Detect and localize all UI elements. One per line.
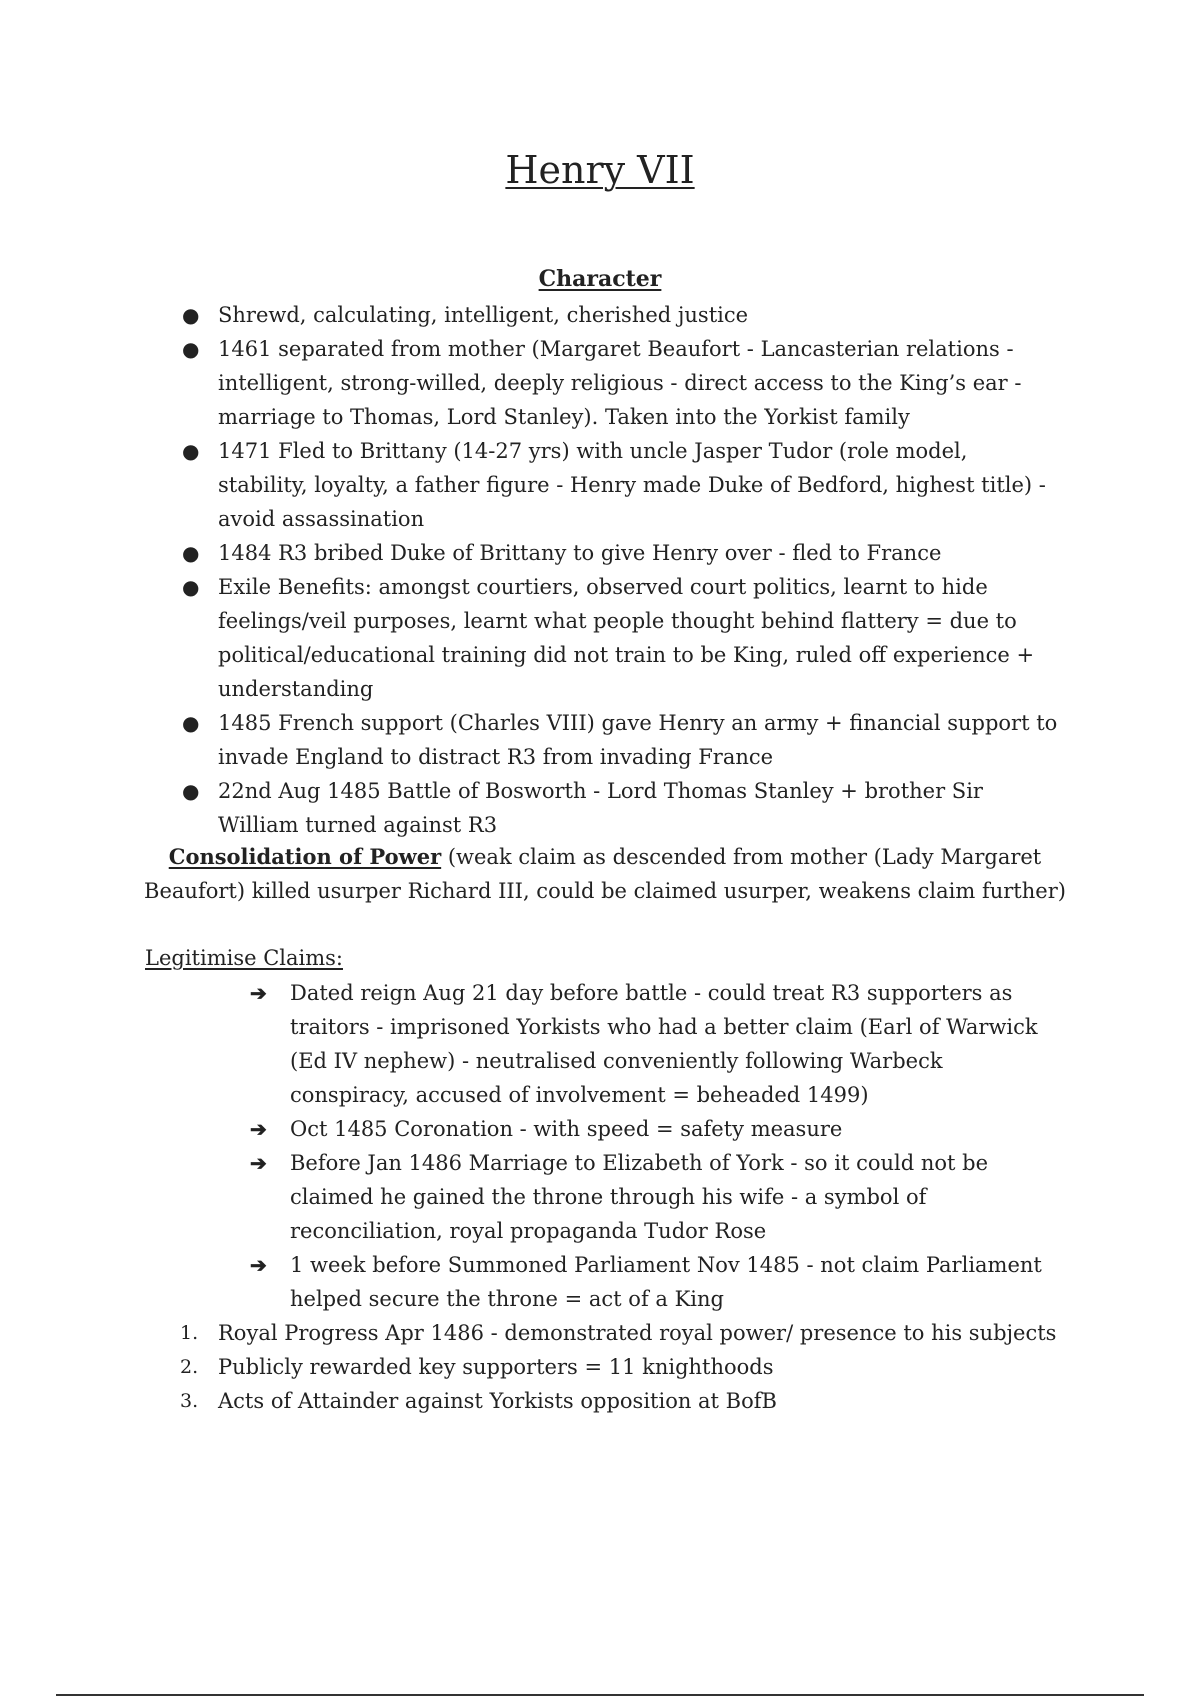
arrow-item-text: 1 week before Summoned Parliament Nov 1485 - not claim Parliament helped secure the throne = act of a King [290, 1253, 1042, 1311]
arrow-item-text: Dated reign Aug 21 day before battle - could treat R3 supporters as traitors - imprisoned Yorkists who had a better claim (Earl of Warwick (Ed IV nephew) - neutralised conveniently following Warbeck conspiracy, accused of involvement = beheaded 1499) [290, 981, 1038, 1107]
bullet-text: Exile Benefits: amongst courtiers, observed court politics, learnt to hide feelings/veil purposes, learnt what people thought behind flattery = due to political/educational training did not train to be King, ruled off experience + understanding [218, 575, 1035, 701]
character-heading [0, 264, 1200, 294]
bullet-icon: ● [182, 711, 200, 735]
arrow-right-icon: ➔ [250, 1151, 267, 1175]
list-number: 3. [180, 1390, 199, 1412]
bullet-icon: ● [182, 303, 200, 327]
bullet-icon: ● [182, 337, 200, 361]
legitimise-claims-heading: Legitimise Claims: [145, 946, 343, 970]
bullet-icon: ● [182, 439, 200, 463]
bullet-text: 1485 French support (Charles VIII) gave Henry an army + financial support to invade England to distract R3 from invading France [218, 711, 1058, 769]
consolidation-heading: Consolidation of Power [168, 844, 442, 869]
page-title-text: Henry VII [505, 148, 695, 192]
list-item [180, 434, 1060, 536]
bullet-text: 22nd Aug 1485 Battle of Bosworth - Lord Thomas Stanley + brother Sir William turned against R3 [218, 779, 983, 837]
legitimise-arrow-list [250, 976, 1060, 1316]
list-item [180, 298, 1060, 332]
bullet-text: 1484 R3 bribed Duke of Brittany to give Henry over - fled to France [218, 541, 942, 565]
list-item [180, 774, 1060, 842]
bullet-text: 1471 Fled to Brittany (14-27 yrs) with uncle Jasper Tudor (role model, stability, loyalty, a father figure - Henry made Duke of Bedford, highest title) - avoid assassination [218, 439, 1046, 531]
list-item [250, 1112, 1060, 1146]
bullet-icon: ● [182, 575, 200, 599]
list-item [180, 706, 1060, 774]
list-item [180, 570, 1060, 706]
arrow-item-text: Before Jan 1486 Marriage to Elizabeth of York - so it could not be claimed he gained the throne through his wife - a symbol of reconciliation, royal propaganda Tudor Rose [290, 1151, 988, 1243]
bullet-text: Shrewd, calculating, intelligent, cherished justice [218, 303, 749, 327]
numbered-item-text: Acts of Attainder against Yorkists opposition at BofB [218, 1389, 777, 1413]
bullet-text: 1461 separated from mother (Margaret Beaufort - Lancasterian relations - intelligent, strong-willed, deeply religious - direct access to the King’s ear - marriage to Thomas, Lord Stanley). Taken into the Yorkist family [218, 337, 1022, 429]
character-bullet-list [180, 298, 1060, 842]
arrow-right-icon: ➔ [250, 981, 267, 1005]
character-heading-text: Character [538, 266, 662, 292]
list-item [180, 1316, 1060, 1350]
numbered-item-text: Royal Progress Apr 1486 - demonstrated royal power/ presence to his subjects [218, 1321, 1057, 1345]
arrow-right-icon: ➔ [250, 1117, 267, 1141]
list-item [180, 1384, 1060, 1418]
list-number: 2. [180, 1356, 199, 1378]
arrow-item-text: Oct 1485 Coronation - with speed = safety measure [290, 1117, 843, 1141]
consolidation-paragraph [140, 840, 1070, 908]
list-item [180, 1350, 1060, 1384]
consolidation-note: (weak claim as descended from mother (Lady Margaret Beaufort) killed usurper Richard III, could be claimed usurper, weakens claim further) [144, 845, 1066, 903]
numbered-item-text: Publicly rewarded key supporters = 11 knighthoods [218, 1355, 774, 1379]
list-item [250, 1146, 1060, 1248]
list-number: 1. [180, 1322, 199, 1344]
list-item [180, 536, 1060, 570]
footer-divider [56, 1694, 1144, 1696]
list-item [250, 1248, 1060, 1316]
list-item [180, 332, 1060, 434]
bullet-icon: ● [182, 779, 200, 803]
page-title [0, 146, 1200, 194]
list-item [250, 976, 1060, 1112]
legitimise-numbered-list [180, 1316, 1060, 1418]
arrow-right-icon: ➔ [250, 1253, 267, 1277]
bullet-icon: ● [182, 541, 200, 565]
